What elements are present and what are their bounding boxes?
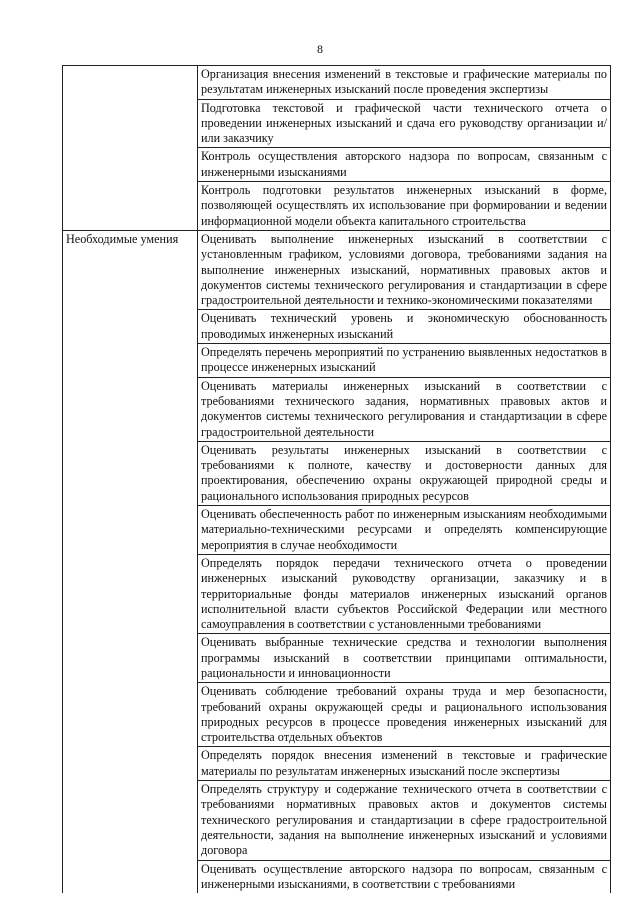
table-cell: Оценивать осуществление авторского надзора по вопросам, связанным с инженерными изысканиями, в соответствии с требованиями: [198, 860, 611, 893]
table-cell: Определять порядок внесения изменений в текстовые и графические материалы по результатам инженерных изысканий после экспертизы: [198, 747, 611, 781]
table-cell: Оценивать обеспеченность работ по инженерным изысканиям необходимыми материально-техническими ресурсами и определять компенсирующие мероприятия в случае необходимости: [198, 506, 611, 555]
table-cell: Оценивать соблюдение требований охраны труда и мер безопасности, требований охраны окружающей среды и рационального использования природных ресурсов в процессе проведения инженерных изысканий для строительства отдельных объектов: [198, 683, 611, 747]
table-row: [63, 66, 611, 100]
row-label: [63, 66, 198, 231]
table-cell: Организация внесения изменений в текстовые и графические материалы по результатам инженерных изысканий после проведения экспертизы: [198, 66, 611, 100]
table-cell: Определять структуру и содержание технического отчета в соответствии с требованиями нормативных правовых актов и документов системы технического регулирования и стандартизации в сфере градостроительной деятельности, задания на выполнение инженерных изысканий и условиями договора: [198, 781, 611, 860]
page-number: 8: [317, 42, 323, 56]
table-row: [63, 230, 611, 309]
table-cell: Определять порядок передачи технического отчета о проведении инженерных изысканий руководству организации, заказчику и в территориальные фонды материалов инженерных изысканий органов исполнительной власти субъектов Российской Федерации или местного самоуправления в соответствии с установленными требованиями: [198, 554, 611, 633]
table-cell: Оценивать выбранные технические средства и технологии выполнения программы изысканий в соответствии принципами оптимальности, рациональности и инновационности: [198, 634, 611, 683]
table-cell: Контроль подготовки результатов инженерных изысканий в форме, позволяющей осуществлять их использование при формировании и ведении информационной модели объекта капитального строительства: [198, 182, 611, 231]
table-cell: Определять перечень мероприятий по устранению выявленных недостатков в процессе инженерных изысканий: [198, 344, 611, 378]
row-label-skills: Необходимые умения: [63, 230, 198, 893]
table-cell: Подготовка текстовой и графической части технического отчета о проведении инженерных изысканий и сдача его руководству организации и/или заказчику: [198, 99, 611, 148]
competency-table: [62, 65, 611, 893]
table-cell: Оценивать технический уровень и экономическую обоснованность проводимых инженерных изысканий: [198, 310, 611, 344]
table-cell: Оценивать выполнение инженерных изысканий в соответствии с установленным графиком, условиями договора, требованиями задания на выполнение инженерных изысканий, нормативных правовых актов и документов системы технического регулирования и стандартизации в сфере градостроительной деятельности и технико-экономическими показателями: [198, 230, 611, 309]
table-cell: Оценивать результаты инженерных изысканий в соответствии с требованиями к полноте, качеству и достоверности данных для проектирования, обеспечению охраны окружающей природной среды и рационального использования природных ресурсов: [198, 441, 611, 505]
table-cell: Оценивать материалы инженерных изысканий в соответствии с требованиями технического задания, нормативных правовых актов и документов системы технического регулирования и стандартизации в сфере градостроительной деятельности: [198, 377, 611, 441]
table-cell: Контроль осуществления авторского надзора по вопросам, связанным с инженерными изысканиями: [198, 148, 611, 182]
